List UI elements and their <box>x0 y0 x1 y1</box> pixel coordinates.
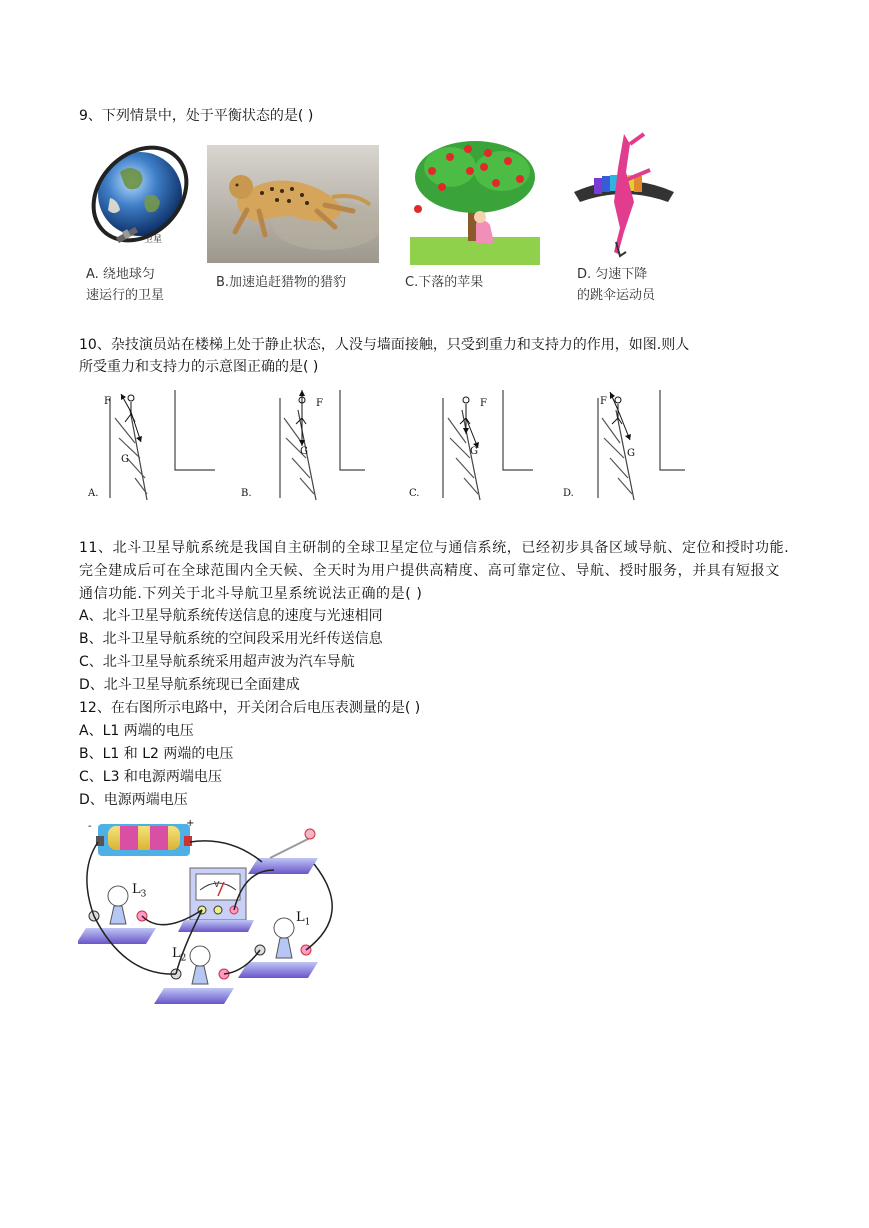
q12-option-b: B、L1 和 L2 两端的电压 <box>79 746 234 762</box>
circuit-diagram <box>78 820 338 1015</box>
q11-option-b: B、北斗卫星导航系统的空间段采用光纤传送信息 <box>79 631 383 647</box>
force-f-label: F <box>104 396 111 407</box>
question-12-text: 12、在右图所示电路中，开关闭合后电压表测量的是( ) <box>79 700 421 716</box>
l2-label: $L_2$ <box>172 946 187 964</box>
gravity-g-label: G <box>121 454 129 465</box>
option-letter: B. <box>241 488 252 499</box>
q10-figure-b <box>240 388 365 503</box>
q9-option-a-caption-1: A. 绕地球匀 <box>86 267 155 282</box>
force-f-label: F <box>316 398 323 409</box>
gravity-g-label: G <box>470 446 478 457</box>
q11-option-a: A、北斗卫星导航系统传送信息的速度与光速相同 <box>79 608 383 624</box>
q10-figure-d <box>560 388 685 503</box>
voltmeter-symbol: V <box>214 880 220 889</box>
parachutist-illustration <box>570 130 680 262</box>
q12-option-d: D、电源两端电压 <box>79 792 188 808</box>
q11-option-c: C、北斗卫星导航系统采用超声波为汽车导航 <box>79 654 355 670</box>
q9-option-a-caption-2: 速运行的卫星 <box>86 288 165 303</box>
apple-tree-illustration <box>410 137 540 265</box>
earth-satellite-illustration <box>80 136 192 261</box>
question-9-text: 9、下列情景中，处于平衡状态的是( ) <box>79 108 314 124</box>
option-letter: C. <box>409 488 420 499</box>
q9-option-d-caption-2: 的跳伞运动员 <box>577 288 656 303</box>
q10-figure-a <box>85 388 215 503</box>
battery-plus-label: + <box>186 818 195 829</box>
option-letter: D. <box>563 488 574 499</box>
question-10-line-1: 10、杂技演员站在楼梯上处于静止状态，人没与墙面接触，只受到重力和支持力的作用，如图.则人 <box>79 337 690 353</box>
l3-label: $L_3$ <box>132 882 147 900</box>
q9-option-b-caption: B.加速追赶猎物的猎豹 <box>216 275 347 290</box>
q11-option-d: D、北斗卫星导航系统现已全面建成 <box>79 677 300 693</box>
q9-option-c-caption: C.下落的苹果 <box>405 275 484 290</box>
question-11-text: 11、北斗卫星导航系统是我国自主研制的全球卫星定位与通信系统，已经初步具备区域导航、定位和授时功能.完全建成后可在全球范围内全天候、全天时为用户提供高精度、高可靠定位、导航、授时服务，并具有短报文通信功能.下列关于北斗导航卫星系统说法正确的是( ) <box>79 540 790 602</box>
force-f-label: F <box>480 398 487 409</box>
gravity-g-label: G <box>300 446 308 457</box>
option-letter: A. <box>88 488 99 499</box>
q9-option-d-caption-1: D. 匀速下降 <box>577 267 648 282</box>
q10-figure-c <box>408 388 533 503</box>
q9-option-b-image <box>207 145 379 263</box>
gravity-g-label: G <box>627 448 635 459</box>
force-f-label: F <box>600 396 607 407</box>
satellite-label: 卫星 <box>144 235 163 245</box>
cheetah-illustration <box>207 145 379 263</box>
l1-label: $L_1$ <box>296 910 311 928</box>
q9-option-d-image <box>570 130 680 262</box>
q9-option-a-image <box>80 136 192 261</box>
question-10-line-2: 所受重力和支持力的示意图正确的是( ) <box>79 359 319 375</box>
q9-option-c-image <box>410 137 540 265</box>
q12-option-a: A、L1 两端的电压 <box>79 723 194 739</box>
battery-minus-label: - <box>88 821 92 832</box>
q12-option-c: C、L3 和电源两端电压 <box>79 769 222 785</box>
